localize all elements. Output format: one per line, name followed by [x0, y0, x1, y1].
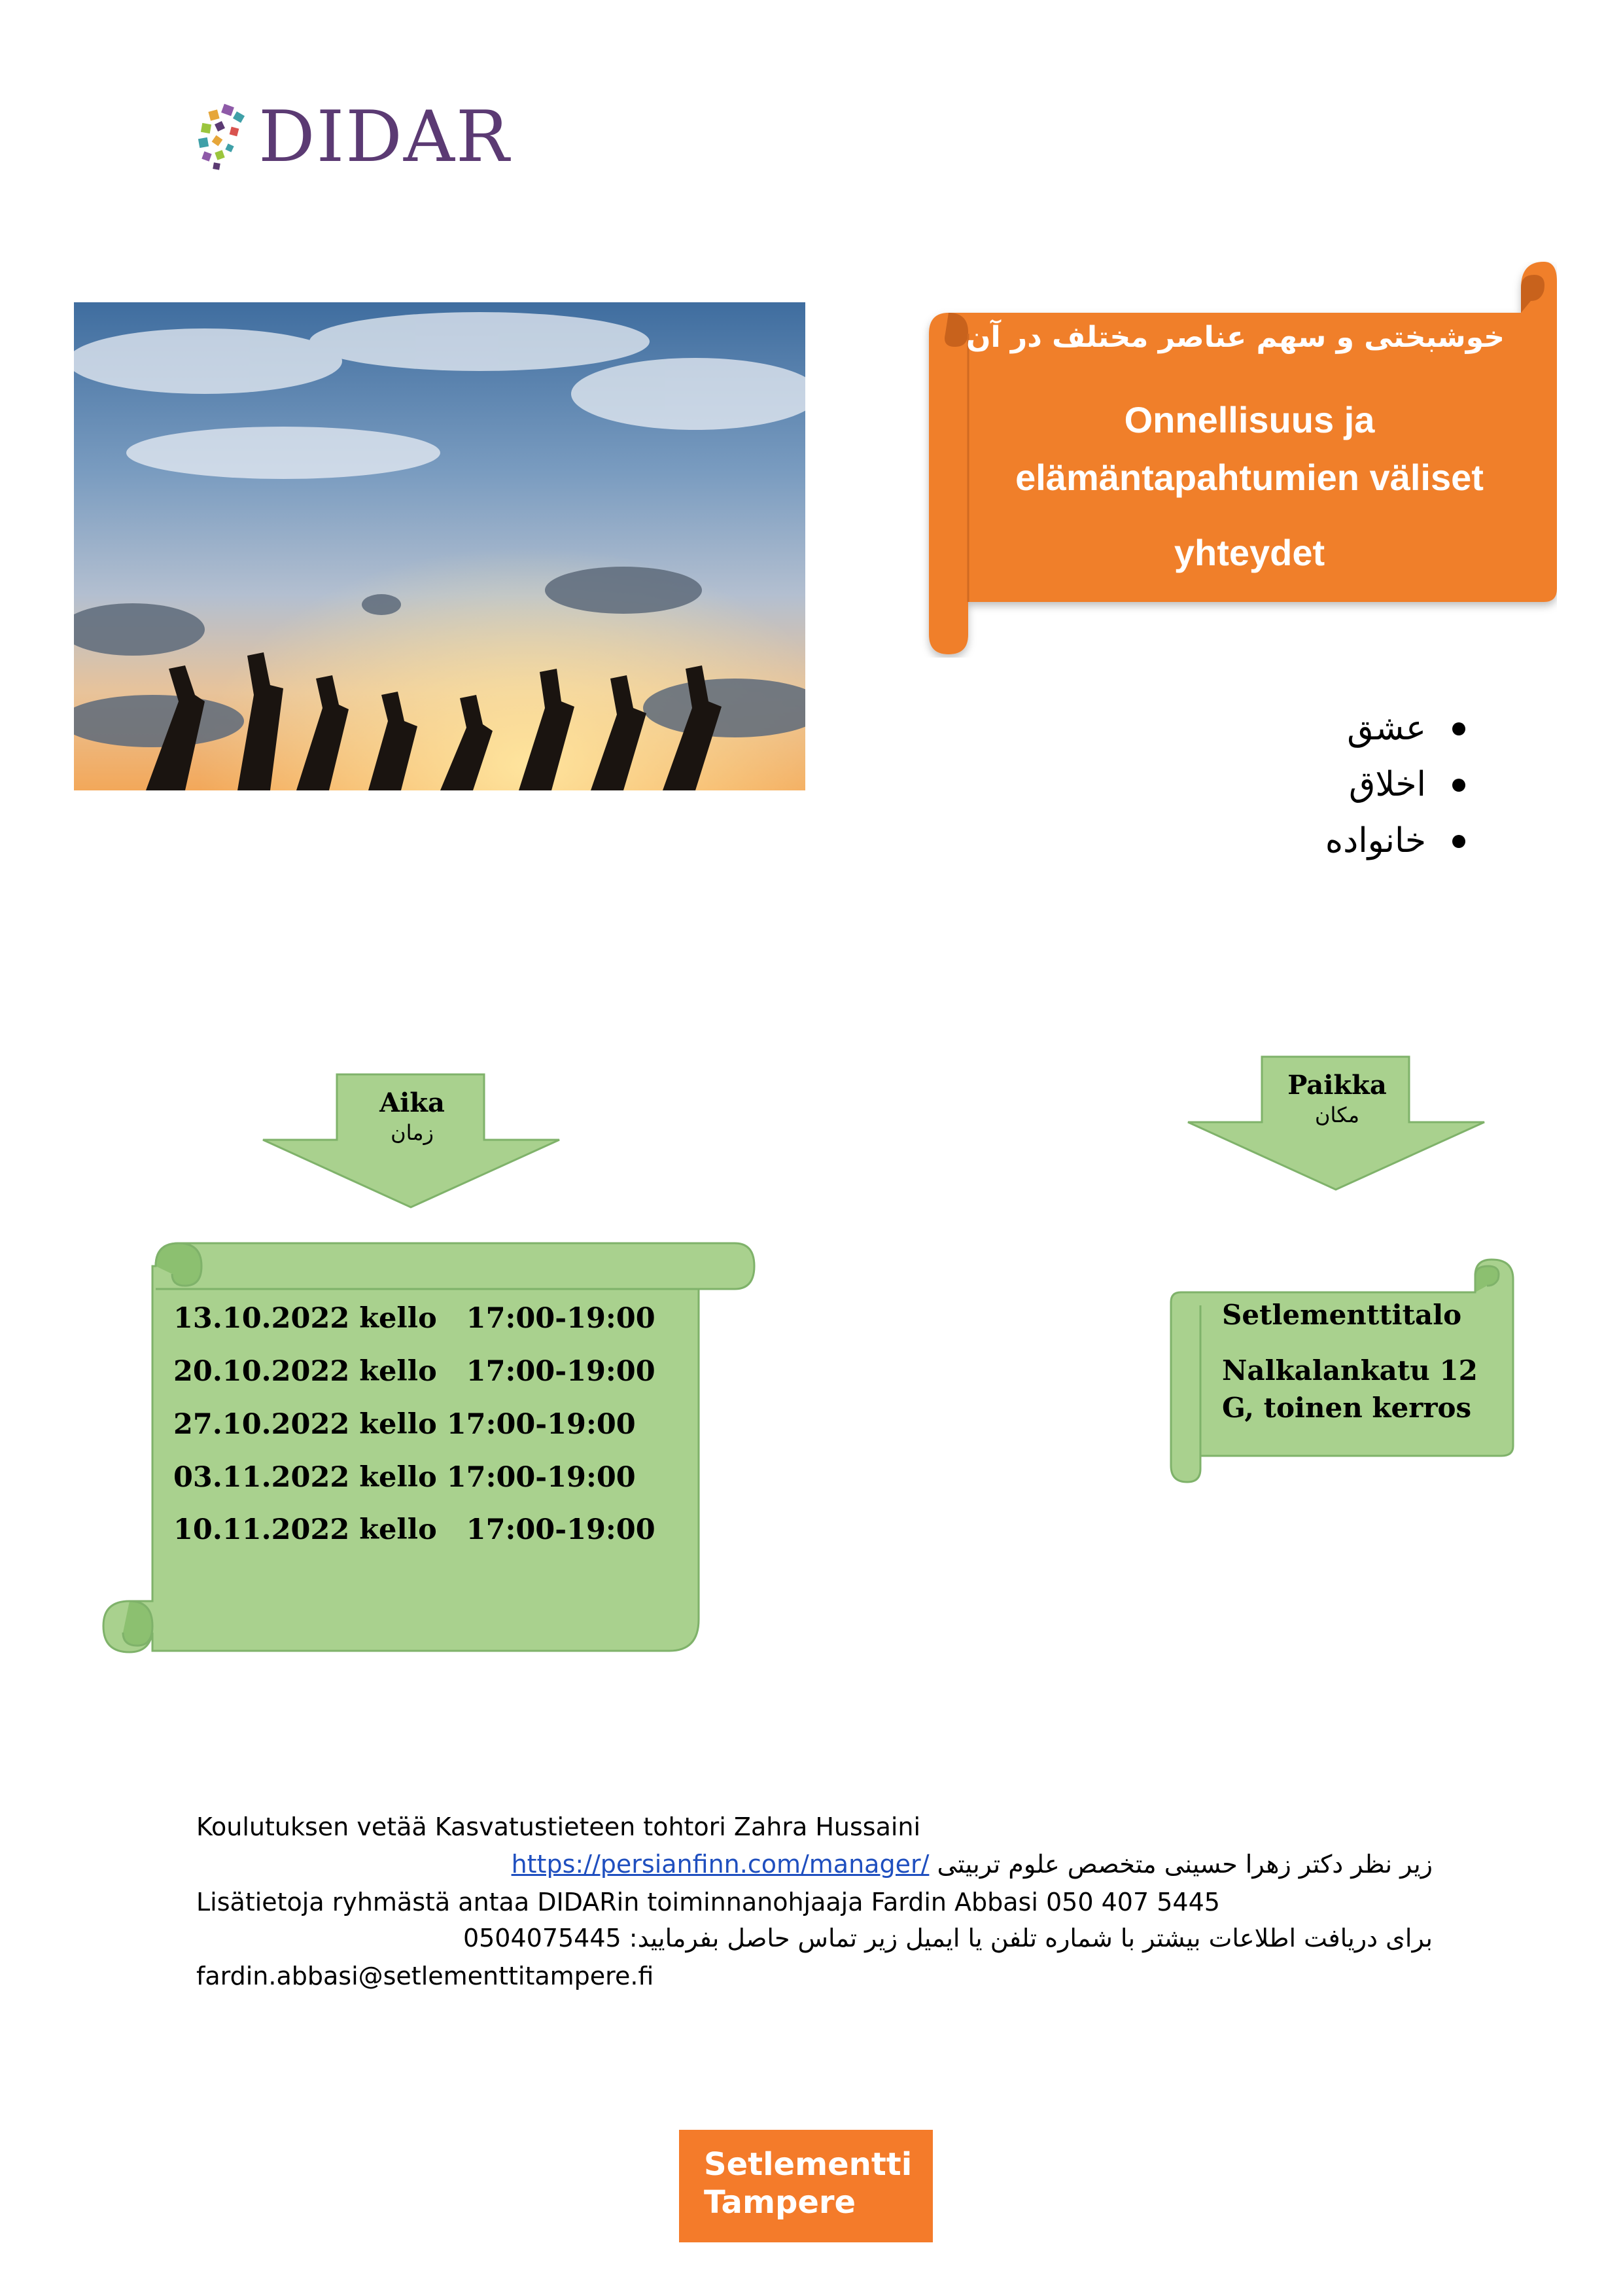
topic-text: خانواده	[1325, 821, 1426, 860]
location-address-line2: G, toinen kerros	[1222, 1392, 1472, 1424]
place-label-persian: مکان	[1314, 1103, 1360, 1127]
location-name: Setlementtitalo	[1222, 1299, 1462, 1331]
schedule-row: 03.11.2022 kello 17:00-19:00	[173, 1461, 636, 1494]
sponsor-logo-line1: Setlementti	[704, 2146, 913, 2183]
contact-email-link[interactable]: fardin.abbasi@setlementtitampere.fi	[196, 1962, 654, 1990]
footer-info: Lisätietoja ryhmästä antaa DIDARin toiminnanohjaaja Fardin Abbasi 050 407 5445	[196, 1888, 1220, 1916]
schedule-row: 27.10.2022 kello 17:00-19:00	[173, 1408, 636, 1441]
sponsor-logo-line2: Tampere	[704, 2184, 856, 2221]
banner-title-line2: elämäntapahtumien väliset	[1015, 457, 1484, 498]
banner-title-finnish	[968, 391, 1531, 506]
schedule-row: 20.10.2022 kello 17:00-19:00	[173, 1355, 655, 1388]
banner-title-persian: خوشبختی و سهم عناصر مختلف در آن	[966, 321, 1505, 354]
footer-trainer: Koulutuksen vetää Kasvatustieteen tohtori Zahra Hussaini	[196, 1812, 921, 1841]
time-label: Aika	[379, 1087, 445, 1118]
list-item	[1243, 700, 1465, 756]
manager-link[interactable]: https://persianfinn.com/manager/	[511, 1850, 930, 1879]
list-item	[1243, 813, 1465, 869]
time-label-persian: زمان	[391, 1120, 434, 1145]
footer-info-persian: برای دریافت اطلاعات بیشتر با شماره تلفن یا ایمیل زیر تماس حاصل بفرمایید: 0504075445	[462, 1924, 1433, 1952]
bullet-icon	[1452, 779, 1465, 792]
banner-title-line3: yhteydet	[1174, 532, 1325, 573]
bullet-icon	[1452, 722, 1465, 735]
location-address-line1: Nalkalankatu 12	[1222, 1354, 1478, 1386]
setlementti-tampere-logo	[679, 2130, 933, 2242]
schedule-row: 13.10.2022 kello 17:00-19:00	[173, 1302, 655, 1335]
didar-logo	[196, 96, 536, 178]
didar-logo-text: DIDAR	[258, 96, 511, 178]
topic-text: عشق	[1347, 709, 1426, 748]
didar-logo-mark	[196, 101, 255, 173]
footer-trainer-persian	[497, 1850, 1433, 1879]
topic-text: اخلاق	[1349, 765, 1426, 804]
banner-title-line1: Onnellisuus ja	[1124, 399, 1375, 440]
bullet-icon	[1452, 835, 1465, 848]
list-item	[1243, 756, 1465, 813]
sky-hands-photo	[74, 302, 805, 790]
footer-trainer-persian-text: زیر نظر دکتر زهرا حسینی متخصص علوم تربیتی	[937, 1850, 1433, 1879]
schedule-row: 10.11.2022 kello 17:00-19:00	[173, 1513, 655, 1546]
place-label: Paikka	[1287, 1070, 1387, 1101]
topic-list	[1243, 700, 1465, 869]
